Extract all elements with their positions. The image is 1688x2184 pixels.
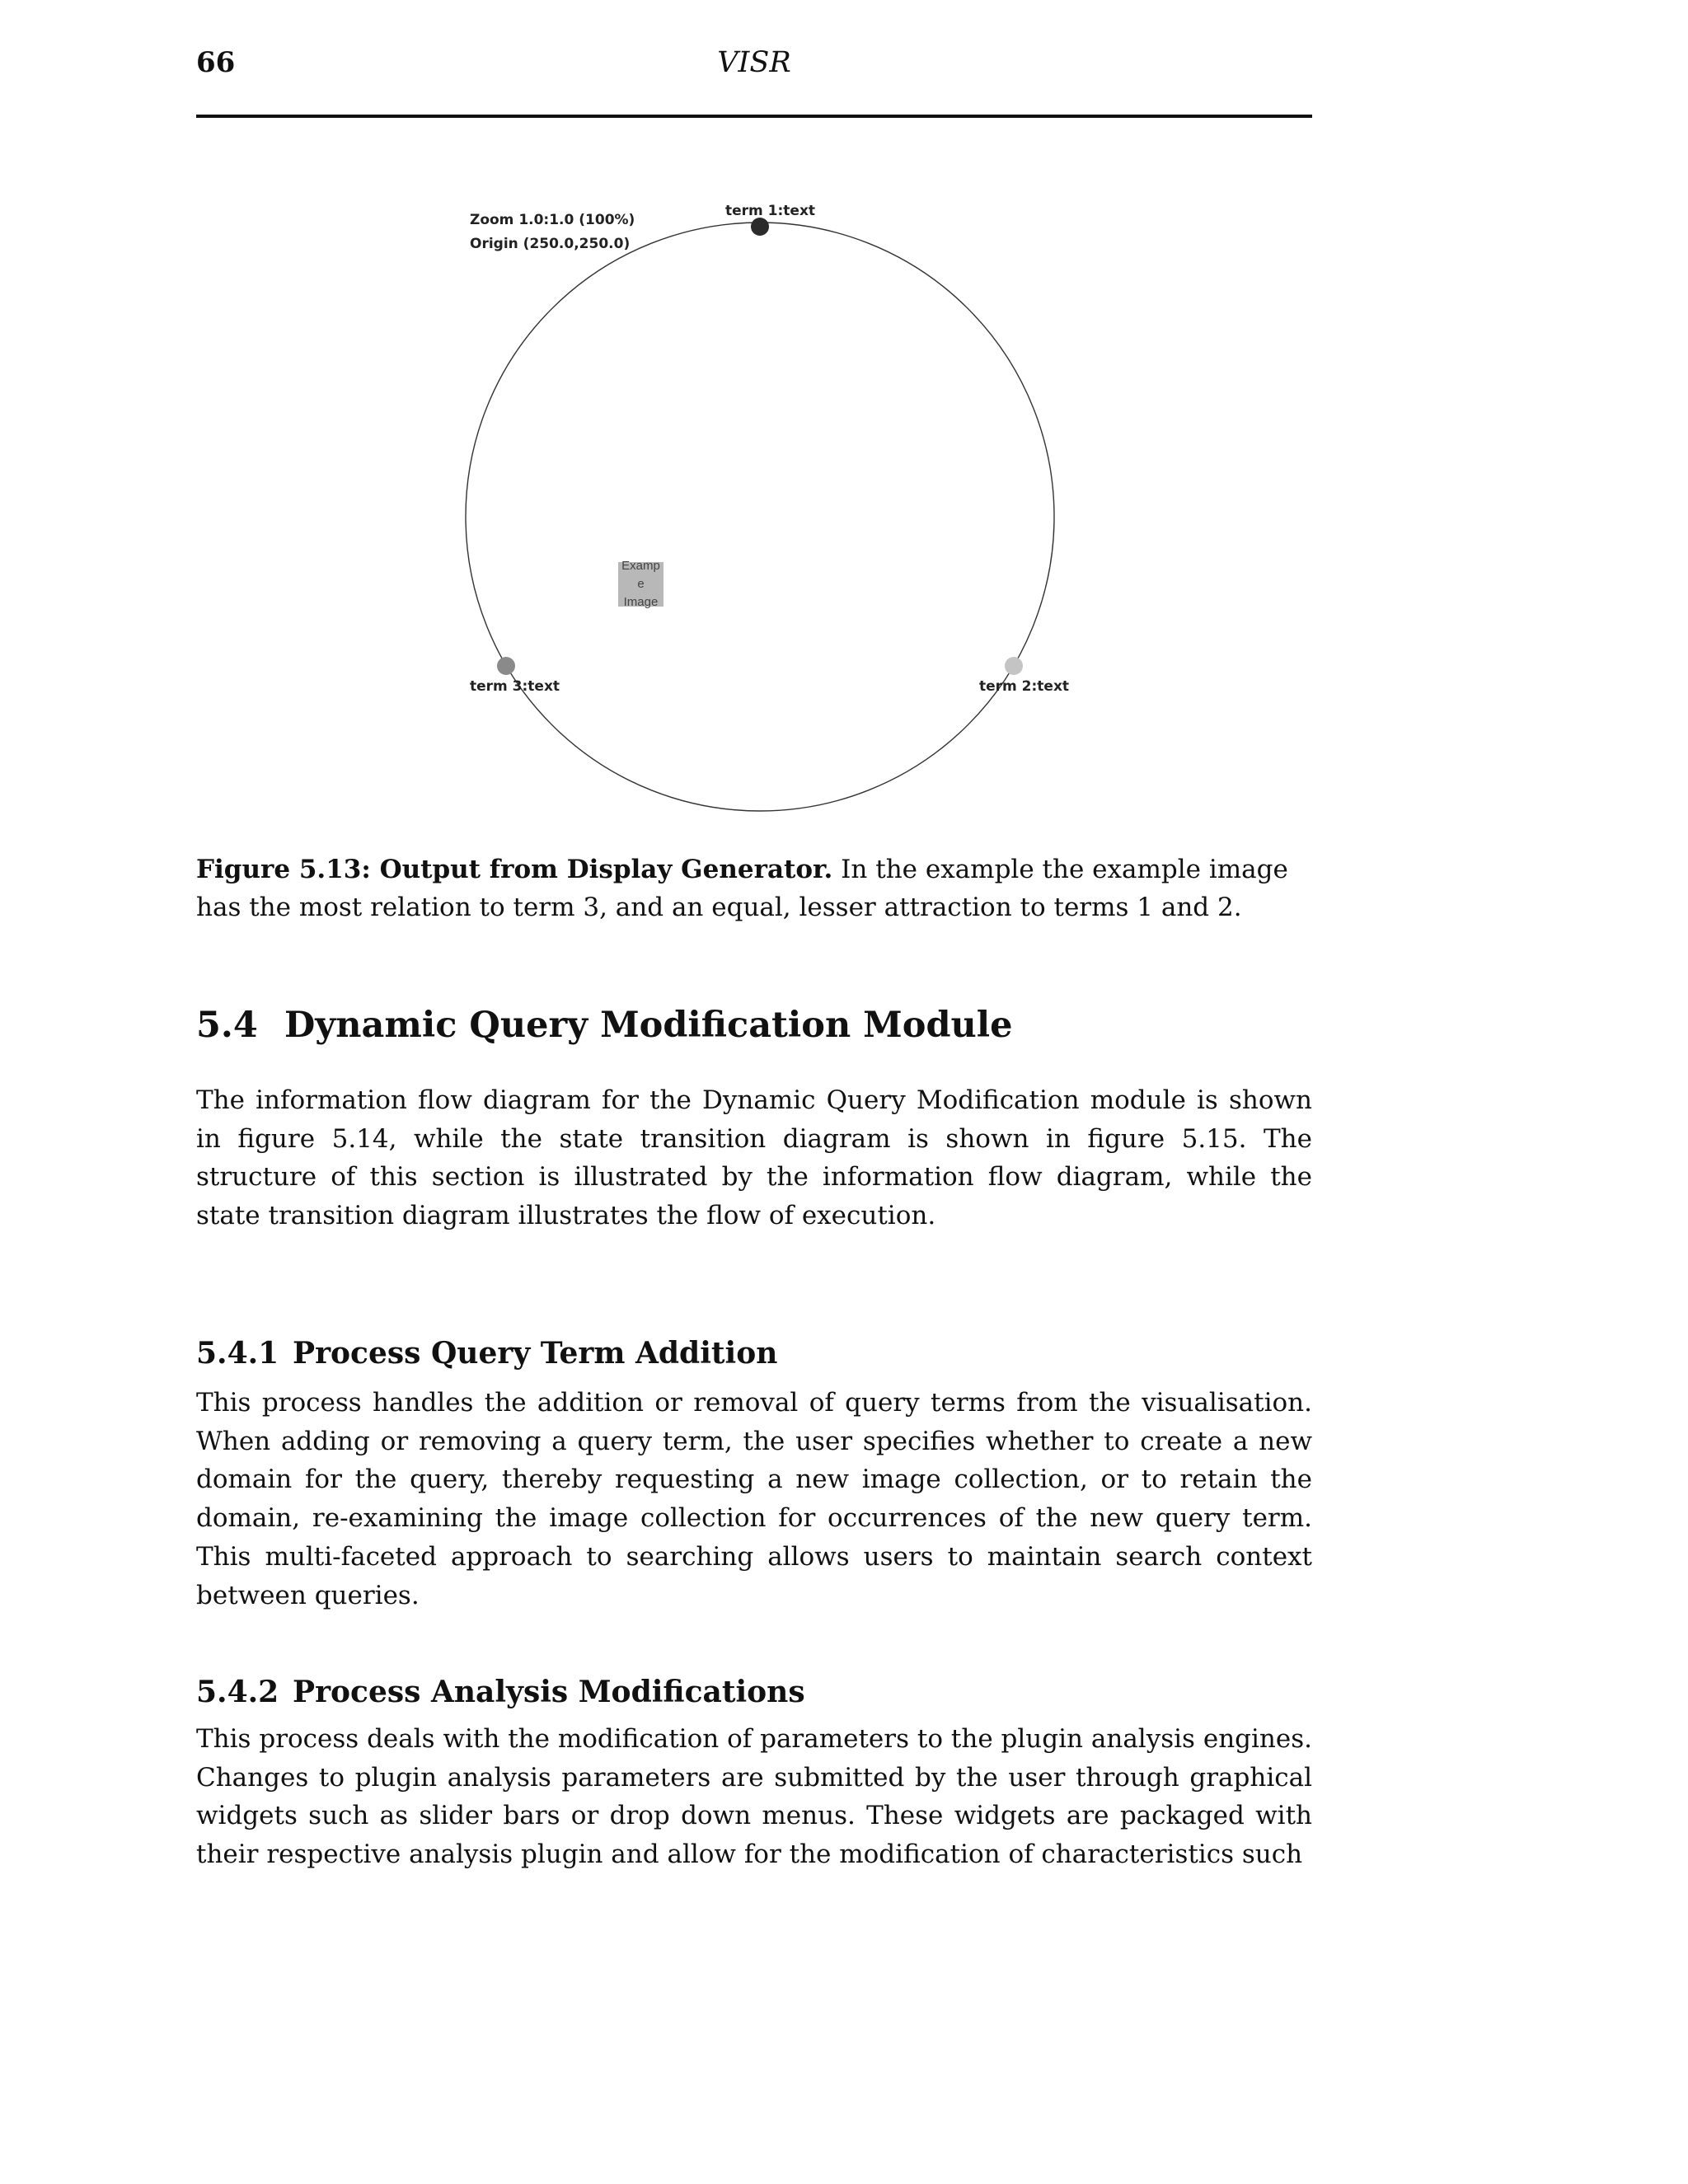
subsection-title: Process Query Term Addition	[293, 1336, 778, 1371]
term-1-marker	[751, 218, 769, 236]
section-heading	[196, 999, 1312, 1052]
zoom-label: Zoom 1.0:1.0 (100%)	[470, 212, 635, 228]
example-image-line1: Examp e	[621, 559, 660, 591]
paragraph-542: This process deals with the modification of parameters to the plugin analysis engines. Changes to plugin analysis parameters are submitted by the user through graphical widgets such as slider bars or drop down menus. These widgets are packaged with their respective analysis plugin and allow for the modification of characteristics such	[196, 1724, 1312, 1870]
running-title: VISR	[717, 46, 791, 79]
running-header	[196, 43, 1312, 82]
page-number: 66	[196, 46, 236, 79]
figure-caption	[196, 851, 1312, 926]
section-number: 5.4	[196, 1005, 258, 1046]
term-1-label: term 1:text	[725, 203, 816, 219]
origin-label: Origin (250.0,250.0)	[470, 236, 631, 252]
example-image-thumbnail	[618, 559, 663, 609]
term-3-marker	[497, 657, 515, 675]
figure-display-output	[437, 190, 1096, 832]
paragraph-541: This process handles the addition or removal of query terms from the visualisation. When adding or removing a query term, the user specifies whether to create a new domain for the query, thereby requesting a new image collection, or to retain the domain, re-examining the image collection for occurrences of the new query term. This multi-faceted approach to searching allows users to maintain search context between queries.	[196, 1388, 1312, 1610]
term-2-label: term 2:text	[979, 678, 1070, 695]
intro-paragraph: The information flow diagram for the Dynamic Query Modification module is shown in figure 5.14, while the state transition diagram is shown in figure 5.15. The structure of this section is illustrated by the information flow diagram, while the state transition diagram illustrates the flow of execution.	[196, 1085, 1312, 1231]
term-2-marker	[1005, 657, 1023, 675]
subsection-heading-542	[196, 1669, 1312, 1715]
term-3-label: term 3:text	[470, 678, 560, 695]
header-rule	[196, 115, 1312, 118]
subsection-number: 5.4.2	[196, 1675, 279, 1709]
caption-label: Figure 5.13: Output from Display Generator.	[196, 855, 833, 884]
figure-canvas	[437, 190, 1096, 832]
subsection-number: 5.4.1	[196, 1336, 279, 1371]
subsection-title: Process Analysis Modifications	[293, 1675, 805, 1709]
caption-text: In the example the example image has the most relation to term 3, and an equal, lesser attraction to terms 1 and 2.	[196, 855, 1288, 922]
term-ring	[466, 223, 1054, 811]
example-image-line2: Image	[623, 595, 659, 609]
section-title: Dynamic Query Modification Module	[284, 1005, 1013, 1046]
subsection-heading-541	[196, 1330, 1312, 1376]
